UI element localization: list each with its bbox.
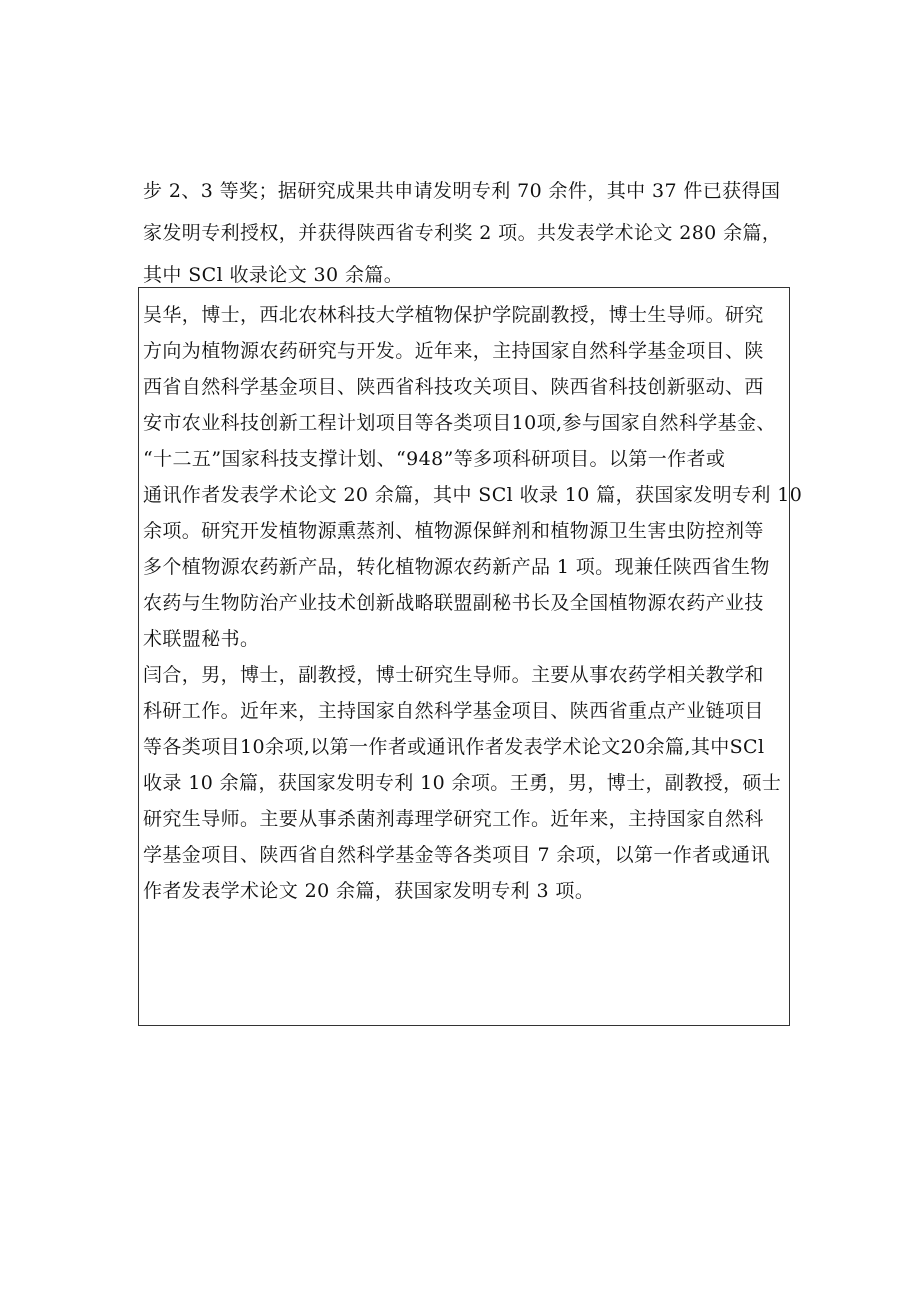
text-line: 研究生导师。主要从事杀菌剂毒理学研究工作。近年来，主持国家自然科 bbox=[143, 808, 764, 830]
text-line: 多个植物源农药新产品，转化植物源农药新产品 1 项。现兼任陕西省生物 bbox=[143, 556, 770, 578]
bio-wu-hua bbox=[143, 297, 803, 657]
text-line: 等各类项目10余项,以第一作者或通讯作者发表学术论文20余篇,其中SCl bbox=[143, 736, 765, 758]
text-line: 安市农业科技创新工程计划项目等各类项目10项,参与国家自然科学基金、 bbox=[143, 412, 776, 434]
text-line: 家发明专利授权，并获得陕西省专利奖 2 项。共发表学术论文 280 余篇， bbox=[143, 222, 782, 244]
intro-paragraph bbox=[143, 170, 793, 296]
text-line: 学基金项目、陕西省自然科学基金等各类项目 7 余项，以第一作者或通讯 bbox=[143, 844, 770, 866]
text-line: 通讯作者发表学术论文 20 余篇，其中 SCl 收录 10 篇，获国家发明专利 10 bbox=[143, 484, 803, 506]
bio-table-cell bbox=[138, 287, 803, 1026]
text-line: 余项。研究开发植物源熏蒸剂、植物源保鲜剂和植物源卫生害虫防控剂等 bbox=[143, 520, 764, 542]
text-line: 科研工作。近年来，主持国家自然科学基金项目、陕西省重点产业链项目 bbox=[143, 700, 764, 722]
text-line: 西省自然科学基金项目、陕西省科技攻关项目、陕西省科技创新驱动、西 bbox=[143, 376, 764, 398]
text-line: 吴华，博士，西北农林科技大学植物保护学院副教授，博士生导师。研究 bbox=[143, 304, 764, 326]
text-line: 农药与生物防治产业技术创新战略联盟副秘书长及全国植物源农药产业技 bbox=[143, 592, 764, 614]
text-line: 其中 SCl 收录论文 30 余篇。 bbox=[143, 264, 404, 286]
text-line: 术联盟秘书。 bbox=[143, 628, 260, 650]
text-line: 方向为植物源农药研究与开发。近年来，主持国家自然科学基金项目、陕 bbox=[143, 340, 764, 362]
text-line: “十二五”国家科技支撑计划、“948”等多项科研项目。以第一作者或 bbox=[143, 448, 726, 470]
bio-yan-he bbox=[143, 657, 788, 909]
text-line: 闫合，男，博士，副教授，博士研究生导师。主要从事农药学相关教学和 bbox=[143, 664, 764, 686]
text-line: 步 2、3 等奖；据研究成果共申请发明专利 70 余件，其中 37 件已获得国 bbox=[143, 180, 781, 202]
text-line: 收录 10 余篇，获国家发明专利 10 余项。王勇，男，博士，副教授，硕士 bbox=[143, 772, 782, 794]
text-line: 作者发表学术论文 20 余篇，获国家发明专利 3 项。 bbox=[143, 880, 595, 902]
